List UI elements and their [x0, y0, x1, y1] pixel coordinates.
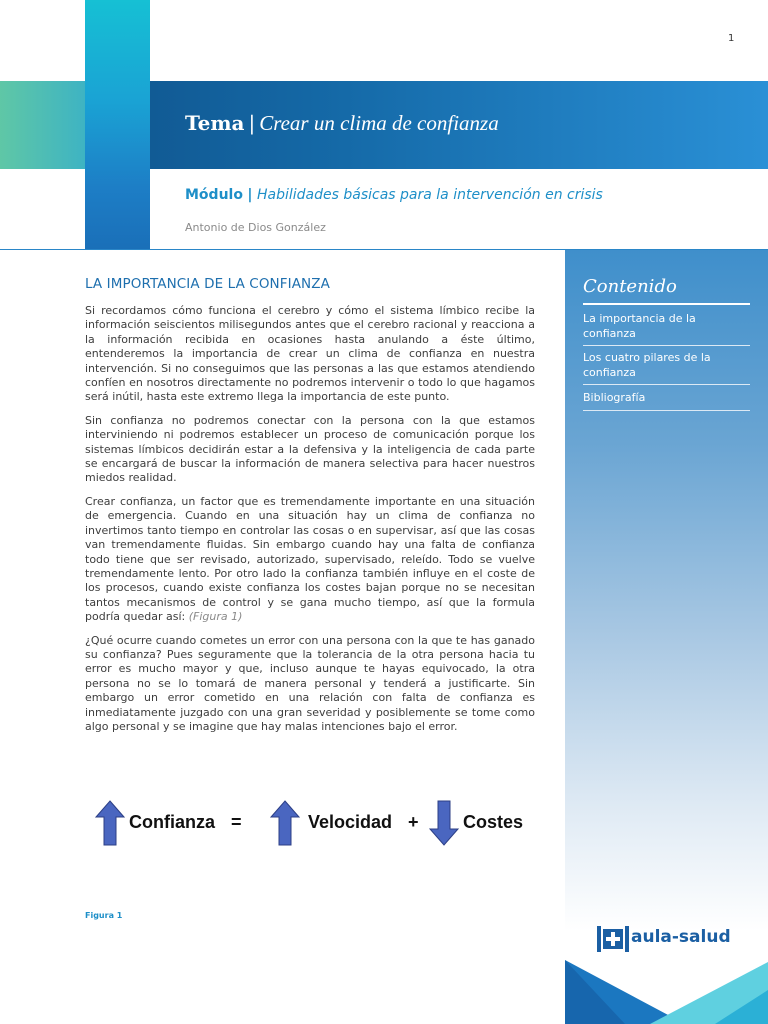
figure-reference: (Figura 1): [188, 610, 243, 624]
paragraph-text: Crear confianza, un factor que es tremendamente importante en una situación de emergencia. Cuando en una situación hay un clima de confianza no invertimos tanto tiempo en controlar las cosas o en supervisar, así que las cosas van tremendamente fluidas. Sin embargo cuando hay una falta de confianza todo tiene que ser revisado, autorizado, supervisado, releído. Todo se vuelve tremendamente lento. Por otro lado la confianza también influye en el coste de los procesos, cuando existe confianza los costes bajan porque no se necesitan tantos mecanismos de control y se gana mucho tiempo, así que la formula podría quedar así:: [85, 494, 535, 624]
author-name: Antonio de Dios González: [185, 221, 326, 234]
figure-caption: Figura 1: [85, 911, 123, 920]
title-separator: |: [248, 111, 256, 135]
sidebar-divider: [583, 345, 750, 346]
sidebar-contents: [565, 250, 768, 1024]
tema-label: Tema: [185, 111, 245, 135]
formula-plus: +: [408, 812, 419, 832]
paragraph: Sin confianza no podremos conectar con la persona con la que estamos interviniendo ni podremos establecer un proceso de comunicación porque los sistemas límbicos decidirán estar a la defensiva y la inteligencia de cada parte se encargará de buscar la información de manera selectiva para hacer nuestros miedos realidad.: [85, 413, 535, 485]
sidebar-item-bibliografia[interactable]: Bibliografía: [583, 391, 646, 404]
sidebar-item-pilares[interactable]: Los cuatro pilares de la confianza: [583, 351, 711, 379]
paragraph: Si recordamos cómo funciona el cerebro y cómo el sistema límbico recibe la información seiscientos milisegundos antes que el cerebro racional y reacciona a la información recibida en ocasiones hasta anulando a éste último, entenderemos la importancia de crear un clima de confianza en nuestra intervención. Si no conseguimos que las personas a las que estamos atendiendo confíen en nosotros directamente no podremos intervenir o todo lo que hagamos será inútil, hasta este extremo llega la importancia de este punto.: [85, 304, 535, 404]
paragraph: ¿Qué ocurre cuando cometes un error con una persona con la que te has ganado su confianza? Pues seguramente que la tolerancia de la otra persona hacia tu error es mucho mayor y que, incluso aunque te hayas equivocado, la otra persona no se lo tomará de manera personal y tenderá a justificarte. Sin embargo un error cometido en una relación con falta de confianza es inmediatamente juzgado con una gran severidad y posiblemente se tome como algo personal y se imagine que hay malas intenciones bajo el error.: [85, 633, 535, 733]
corner-decoration: [565, 950, 768, 1024]
sidebar-divider: [583, 384, 750, 385]
sidebar-title: Contenido: [583, 276, 677, 297]
logo-text: aula-salud: [631, 927, 731, 947]
formula-term-confianza: Confianza: [129, 812, 216, 832]
tema-title: Crear un clima de confianza: [259, 111, 499, 135]
sidebar-divider: [583, 410, 750, 411]
module-line: [185, 187, 603, 203]
article-body: [85, 276, 535, 743]
aula-salud-logo: [597, 925, 747, 955]
formula-equals: =: [231, 812, 242, 832]
formula-figure: [95, 798, 545, 848]
topic-title: [185, 111, 499, 136]
modulo-separator: |: [247, 187, 253, 203]
sidebar-item-importancia[interactable]: La importancia de la confianza: [583, 312, 696, 340]
formula-term-velocidad: Velocidad: [308, 812, 393, 832]
sidebar-title-rule: [583, 303, 750, 305]
arrow-down-icon: [429, 800, 459, 846]
page-number: 1: [728, 33, 735, 44]
formula-term-costes: Costes: [463, 812, 524, 832]
arrow-up-icon: [270, 800, 300, 846]
modulo-title: Habilidades básicas para la intervención en crisis: [257, 187, 603, 203]
section-heading: LA IMPORTANCIA DE LA CONFIANZA: [85, 276, 330, 292]
paragraph: [85, 495, 535, 625]
modulo-label: Módulo: [185, 187, 243, 203]
header-cross-decoration: [85, 0, 150, 250]
plus-box-icon: [597, 926, 629, 952]
arrow-up-icon: [95, 800, 125, 846]
